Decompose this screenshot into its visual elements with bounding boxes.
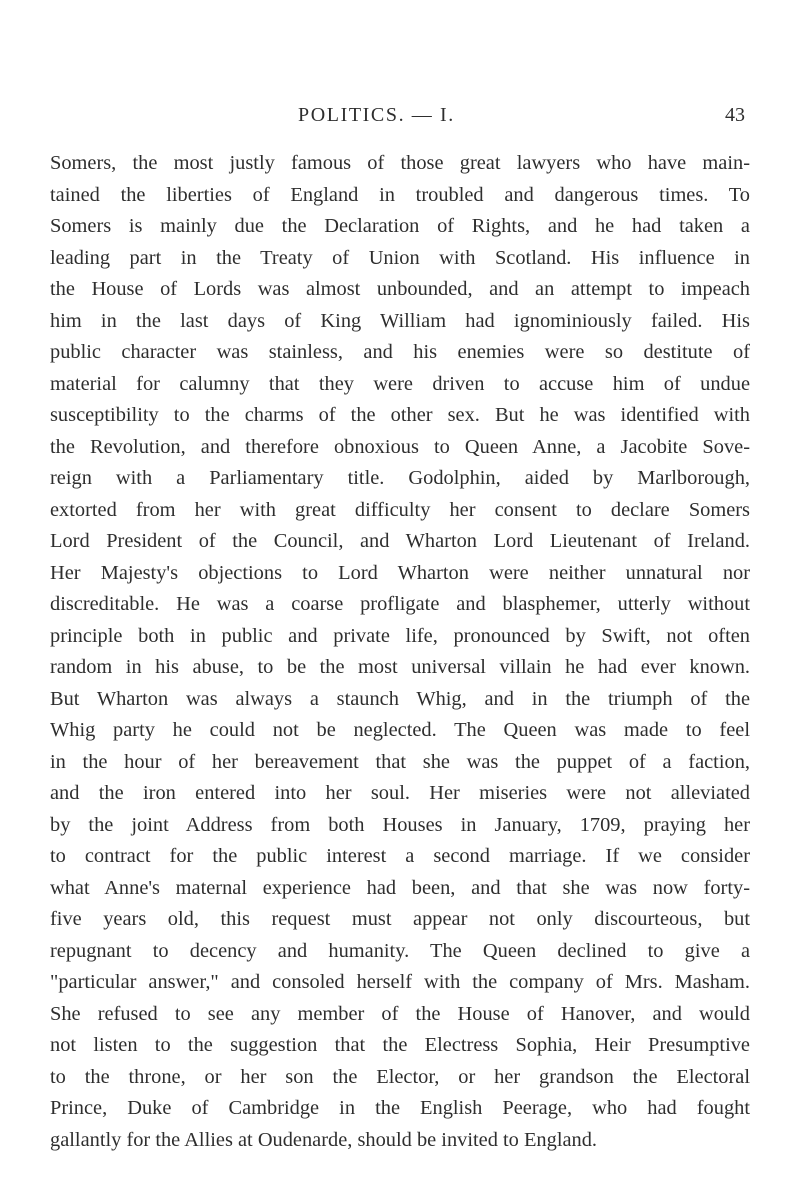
text-line: But Wharton was always a staunch Whig, and in the triumph of the — [50, 687, 750, 710]
text-line: not listen to the suggestion that the Electress Sophia, Heir Presumptive — [50, 1034, 750, 1056]
text-line: "particular answer," and consoled herself with the company of Mrs. Masham. — [50, 971, 750, 993]
text-line: five years old, this request must appear not only discourteous, but — [50, 908, 750, 930]
text-line: by the joint Address from both Houses in January, 1709, praying her — [50, 813, 750, 836]
page-number: 43 — [725, 104, 745, 126]
text-line: Prince, Duke of Cambridge in the English Peerage, who had fought — [50, 1097, 750, 1119]
body-paragraph — [50, 148, 750, 1156]
running-head — [0, 104, 801, 130]
text-line: extorted from her with great difficulty her consent to declare Somers — [50, 498, 750, 521]
text-line: Lord President of the Council, and Wharton Lord Lieutenant of Ireland. — [50, 530, 750, 552]
text-line: in the hour of her bereavement that she was the puppet of a faction, — [50, 750, 750, 773]
text-line: Somers, the most justly famous of those great lawyers who have main- — [50, 152, 750, 174]
text-line: him in the last days of King William had ignominiously failed. His — [50, 309, 750, 332]
text-line: gallantly for the Allies at Oudenarde, should be invited to England. — [50, 1128, 598, 1151]
text-line: to contract for the public interest a second marriage. If we consider — [50, 845, 750, 867]
text-line: Whig party he could not be neglected. The Queen was made to feel — [50, 719, 750, 741]
text-line: repugnant to decency and humanity. The Queen declined to give a — [50, 939, 750, 962]
text-line: what Anne's maternal experience had been, and that she was now forty- — [50, 876, 750, 899]
text-line: susceptibility to the charms of the other sex. But he was identified with — [50, 404, 750, 426]
text-line: Her Majesty's objections to Lord Wharton were neither unnatural nor — [50, 561, 750, 584]
text-line: discreditable. He was a coarse profligate and blasphemer, utterly without — [50, 593, 750, 615]
text-line: tained the liberties of England in troubled and dangerous times. To — [50, 183, 750, 206]
text-line: to the throne, or her son the Elector, or her grandson the Electoral — [50, 1065, 750, 1088]
text-line: reign with a Parliamentary title. Godolphin, aided by Marlborough, — [50, 467, 750, 489]
text-line: random in his abuse, to be the most universal villain he had ever known. — [50, 656, 750, 678]
text-line: public character was stainless, and his enemies were so destitute of — [50, 341, 750, 363]
text-line: material for calumny that they were driven to accuse him of undue — [50, 372, 750, 395]
text-line: leading part in the Treaty of Union with Scotland. His influence in — [50, 246, 750, 269]
text-line: principle both in public and private life, pronounced by Swift, not often — [50, 624, 750, 647]
text-line: Somers is mainly due the Declaration of Rights, and he had taken a — [50, 215, 750, 237]
text-line: the House of Lords was almost unbounded, and an attempt to impeach — [50, 278, 750, 300]
text-line: the Revolution, and therefore obnoxious to Queen Anne, a Jacobite Sove- — [50, 435, 750, 458]
text-line: and the iron entered into her soul. Her miseries were not alleviated — [50, 782, 750, 804]
text-line: She refused to see any member of the House of Hanover, and would — [50, 1002, 750, 1025]
running-title: POLITICS. — I. — [298, 104, 455, 126]
